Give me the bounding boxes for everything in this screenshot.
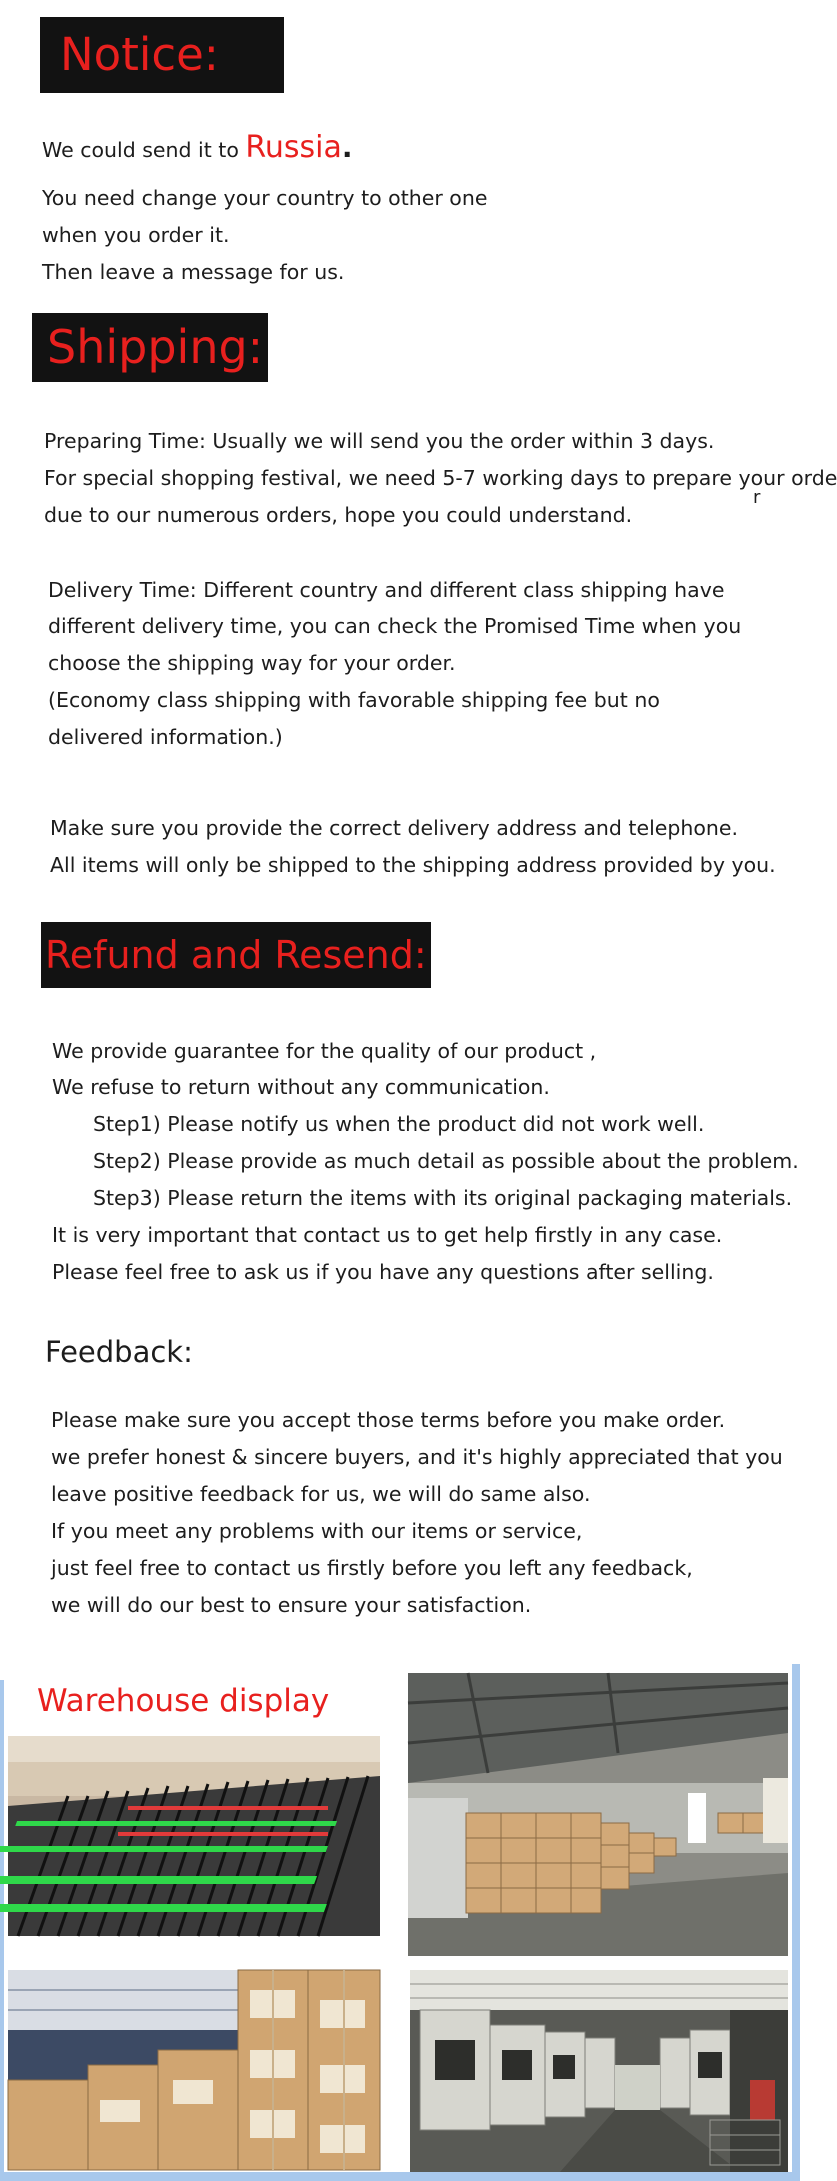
notice-line-3: when you order it. — [42, 223, 230, 247]
refund-closing-1: It is very important that contact us to get help firstly in any case. — [52, 1223, 723, 1247]
address-line-2: All items will only be shipped to the shipping address provided by you. — [50, 853, 776, 877]
delivery-line-1: Delivery Time: Different country and different class shipping have — [48, 578, 725, 602]
notice-country: Russia — [245, 130, 342, 165]
refund-line-1: We provide guarantee for the quality of our product , — [52, 1039, 597, 1063]
workshop-machines-photo-graphic — [410, 1970, 788, 2172]
feedback-line-5: just feel free to contact us firstly before you left any feedback, — [51, 1556, 693, 1580]
warehouse-frame-bottom — [0, 2172, 800, 2181]
preparing-overflow-char: r — [753, 487, 761, 508]
refund-heading: Refund and Resend: — [41, 922, 431, 988]
packed-boxes-photo — [8, 1970, 380, 2170]
shipping-heading: Shipping: — [32, 313, 268, 382]
address-line-1: Make sure you provide the correct delivery address and telephone. — [50, 816, 739, 840]
refund-closing-2: Please feel free to ask us if you have any questions after selling. — [52, 1260, 714, 1284]
feedback-line-1: Please make sure you accept those terms before you make order. — [51, 1408, 726, 1432]
packed-boxes-photo-graphic — [8, 1970, 380, 2170]
preparing-line-3: due to our numerous orders, hope you could understand. — [44, 503, 633, 527]
delivery-line-3: choose the shipping way for your order. — [48, 651, 456, 675]
feedback-line-6: we will do our best to ensure your satisfaction. — [51, 1593, 532, 1617]
notice-line-1-suffix: . — [341, 131, 353, 164]
workshop-machines-photo — [410, 1970, 788, 2172]
warehouse-frame-right — [792, 1664, 800, 2181]
notice-heading: Notice: — [40, 17, 284, 93]
refund-step-3: Step3) Please return the items with its original packaging materials. — [93, 1186, 793, 1210]
notice-line-1-prefix: We could send it to — [42, 138, 246, 162]
notice-line-4: Then leave a message for us. — [42, 260, 345, 284]
warehouse-boxes-photo-graphic — [408, 1673, 788, 1956]
feedback-line-4: If you meet any problems with our items or service, — [51, 1519, 583, 1543]
refund-line-2: We refuse to return without any communication. — [52, 1075, 550, 1099]
feedback-heading: Feedback: — [45, 1335, 193, 1369]
warehouse-frame-left — [0, 1680, 4, 2181]
warehouse-title: Warehouse display — [37, 1683, 330, 1719]
preparing-line-2: For special shopping festival, we need 5-7 working days to prepare your orde — [44, 466, 837, 490]
refund-step-2: Step2) Please provide as much detail as possible about the problem. — [93, 1149, 799, 1173]
arrows-photo-graphic — [8, 1736, 380, 1936]
delivery-line-2: different delivery time, you can check the Promised Time when you — [48, 614, 742, 638]
refund-step-1: Step1) Please notify us when the product did not work well. — [93, 1112, 705, 1136]
notice-line-1 — [42, 129, 353, 169]
feedback-line-2: we prefer honest & sincere buyers, and it's highly appreciated that you — [51, 1445, 783, 1469]
feedback-line-3: leave positive feedback for us, we will do same also. — [51, 1482, 591, 1506]
delivery-line-5: delivered information.) — [48, 725, 283, 749]
notice-line-2: You need change your country to other one — [42, 186, 488, 210]
arrows-photo — [8, 1736, 380, 1936]
preparing-line-1: Preparing Time: Usually we will send you the order within 3 days. — [44, 429, 715, 453]
warehouse-boxes-photo — [408, 1673, 788, 1956]
delivery-line-4: (Economy class shipping with favorable shipping fee but no — [48, 688, 660, 712]
